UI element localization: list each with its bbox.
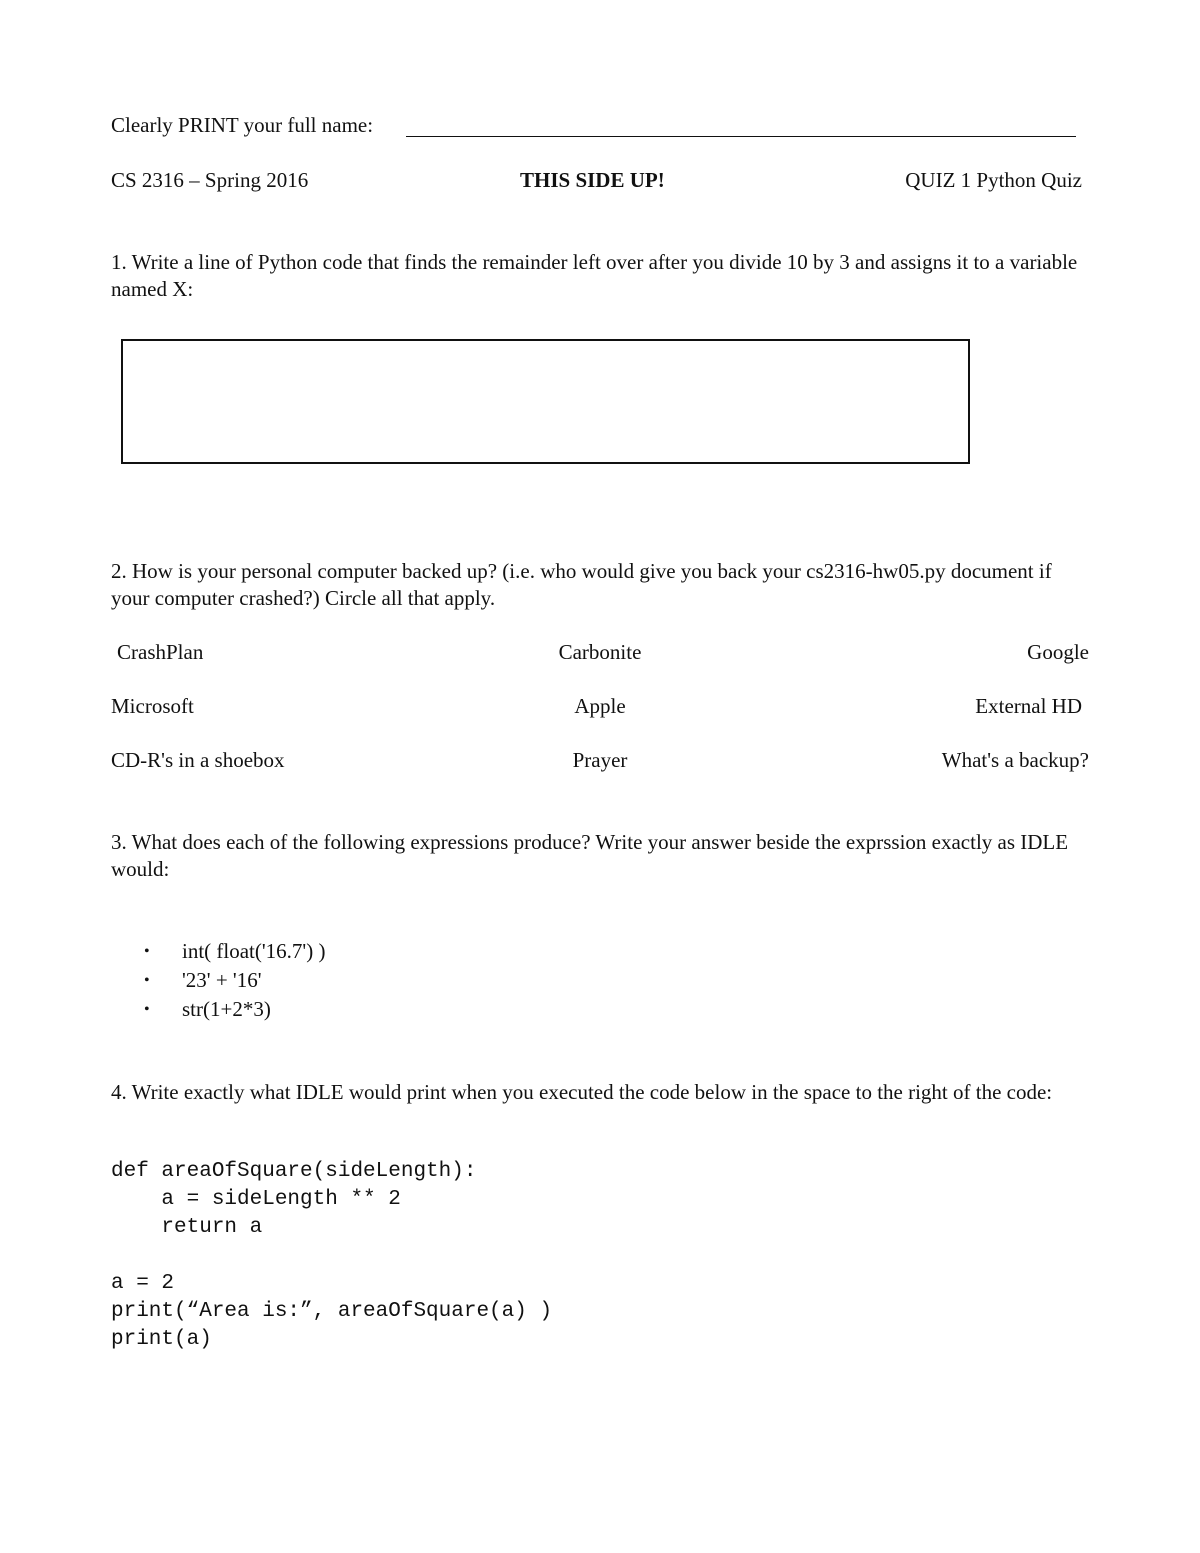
backup-option[interactable]: Microsoft (111, 694, 194, 718)
backup-option[interactable]: What's a backup? (941, 748, 1089, 772)
backup-option[interactable]: CD-R's in a shoebox (111, 748, 285, 772)
question-3-text: 3. What does each of the following expressions produce? Write your answer beside the exprssion exactly as IDLE would: (111, 830, 1069, 881)
question-1-answer-box[interactable] (121, 339, 970, 464)
expression-text: str(1+2*3) (182, 997, 271, 1021)
name-blank-line[interactable] (406, 136, 1076, 137)
question-1-text: 1. Write a line of Python code that finds the remainder left over after you divide 10 by 3 and assigns it to a variable named X: (111, 250, 1078, 301)
list-item (144, 966, 325, 995)
question-4-text: 4. Write exactly what IDLE would print when you executed the code below in the space to the right of the code: (111, 1080, 1053, 1104)
bullet-icon: • (144, 1001, 150, 1018)
code-line: a = sideLength ** 2 (111, 1188, 401, 1211)
orientation-notice: THIS SIDE UP! (520, 168, 665, 192)
name-label: Clearly PRINT your full name: (111, 113, 374, 137)
backup-option[interactable]: Google (1027, 640, 1089, 664)
backup-option[interactable]: Apple (574, 694, 626, 718)
code-line: print(a) (111, 1328, 212, 1351)
course-title: CS 2316 – Spring 2016 (111, 168, 309, 192)
question-2-text: 2. How is your personal computer backed up? (i.e. who would give you back your cs2316-hw05.py document if your computer crashed?) Circle all that apply. (111, 559, 1052, 610)
quiz-title: QUIZ 1 Python Quiz (905, 168, 1082, 192)
backup-option[interactable]: CrashPlan (117, 640, 204, 664)
list-item (144, 937, 325, 966)
bullet-icon: • (144, 943, 150, 960)
bullet-icon: • (144, 972, 150, 989)
backup-option[interactable]: Carbonite (558, 640, 642, 664)
code-line: def areaOfSquare(sideLength): (111, 1160, 477, 1183)
code-block (111, 1158, 552, 1354)
code-line: a = 2 (111, 1272, 175, 1295)
expression-text: '23' + '16' (182, 968, 262, 992)
code-line: print(“Area is:”, areaOfSquare(a) ) (111, 1300, 553, 1323)
backup-option[interactable]: External HD (975, 694, 1082, 718)
list-item (144, 995, 325, 1024)
expression-list (144, 937, 325, 1024)
expression-text: int( float('16.7') ) (182, 939, 326, 963)
code-line (111, 1242, 552, 1270)
backup-option[interactable]: Prayer (572, 748, 628, 772)
code-line: return a (111, 1216, 263, 1239)
